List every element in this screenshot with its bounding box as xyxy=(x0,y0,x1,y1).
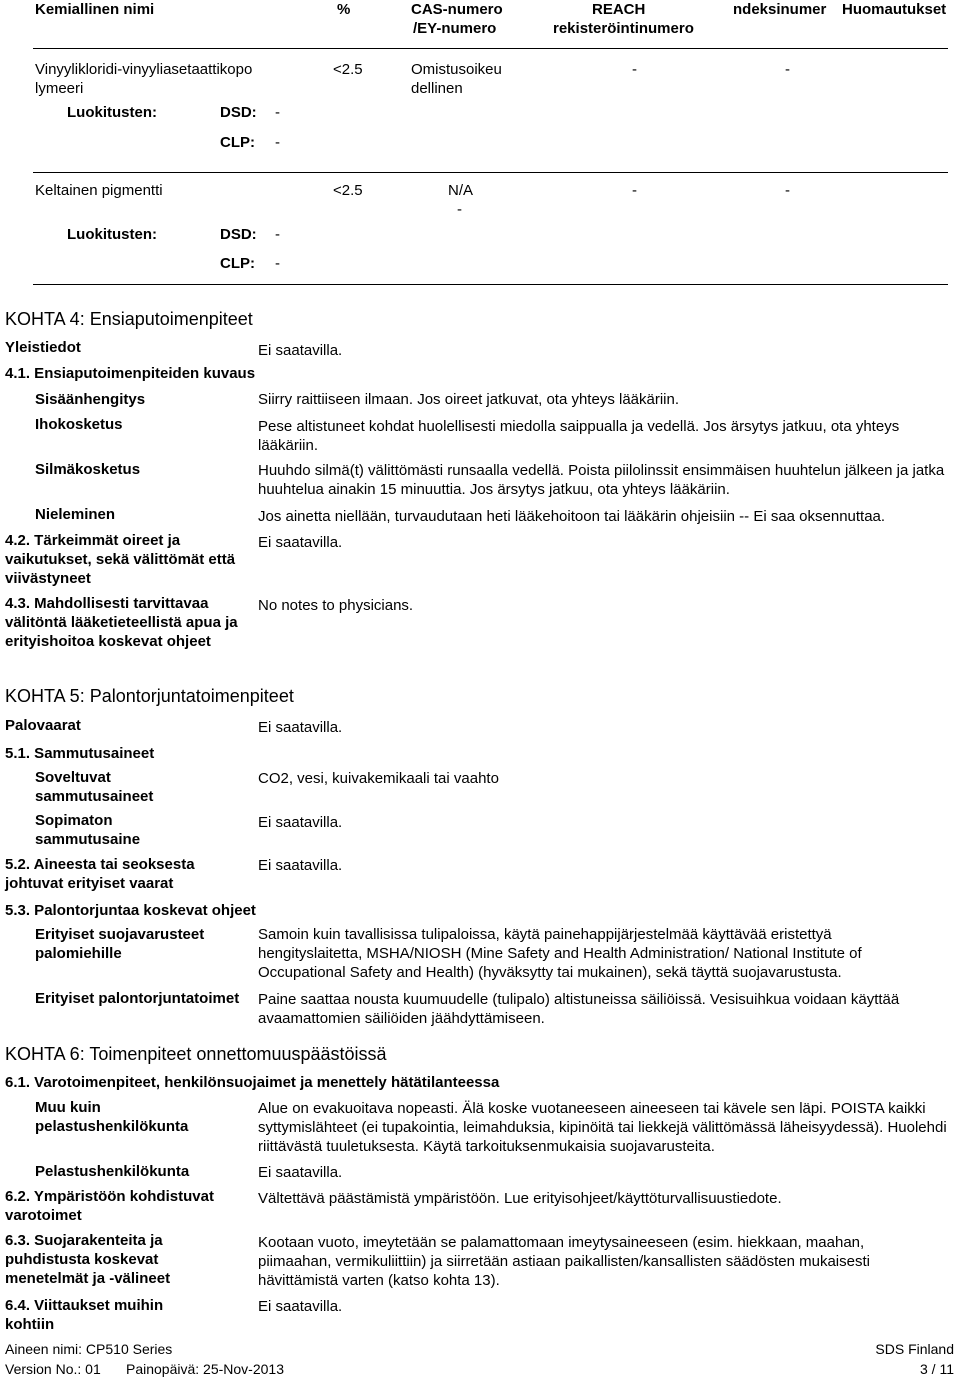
emergency-responders-value: Ei saatavilla. xyxy=(258,1164,343,1181)
header-notes: Huomautukset xyxy=(842,1,947,18)
row1-dsd-value: - xyxy=(275,104,280,121)
suitable-media-value: CO2, vesi, kuivakemikaali tai vaahto xyxy=(258,770,499,787)
row2-cas: N/A xyxy=(448,182,474,199)
header-chemical-name: Kemiallinen nimi xyxy=(35,1,155,18)
header-reach-number: rekisteröintinumero xyxy=(553,20,694,37)
section4-title: KOHTA 4: Ensiaputoimenpiteet xyxy=(5,309,253,329)
row1-clp-label: CLP: xyxy=(220,134,255,151)
extinguishing-media-heading: 5.1. Sammutusaineet xyxy=(5,745,155,762)
header-reach: REACH xyxy=(592,1,646,18)
row2-dsd-value: - xyxy=(275,226,280,243)
row2-name: Keltainen pigmentti xyxy=(35,182,163,199)
ingestion-value: Jos ainetta niellään, turvaudutaan heti lääkehoitoon tai lääkärin ohjeisiin -- Ei saa oksennuttaa. xyxy=(258,508,886,525)
header-cas-number: CAS-numero xyxy=(411,1,503,18)
environmental-precautions-label: 6.2. Ympäristöön kohdistuvat varotoimet xyxy=(5,1188,214,1224)
row2-index: - xyxy=(632,182,637,199)
row1-clp-value: - xyxy=(275,134,280,151)
firefighting-procedures-value: Paine saattaa nousta kuumuudelle (tulipalo) altistuneissa säiliöissä. Vesisuihkua voidaan käyttää avaamattomien säiliöiden jäähdyttämiseen. xyxy=(258,991,900,1027)
row1-name-cont: lymeeri xyxy=(35,80,84,97)
row1-name: Vinyylikloridi-vinyyliasetaattikopo xyxy=(35,61,253,78)
general-value: Ei saatavilla. xyxy=(258,342,343,359)
medical-attention-label: 4.3. Mahdollisesti tarvittavaa välitöntä lääketieteellistä apua ja erityishoitoa koskevat ohjeet xyxy=(5,595,238,650)
row-divider xyxy=(33,172,948,173)
table-header-divider xyxy=(33,48,948,49)
personal-precautions-heading: 6.1. Varotoimenpiteet, henkilönsuojaimet ja menettely hätätilanteessa xyxy=(5,1074,500,1091)
symptoms-value: Ei saatavilla. xyxy=(258,534,343,551)
medical-attention-value: No notes to physicians. xyxy=(258,597,414,614)
footer-product-name: Aineen nimi: CP510 Series xyxy=(5,1341,173,1357)
row2-cas-cont: - xyxy=(457,201,462,218)
special-hazards-value: Ei saatavilla. xyxy=(258,857,343,874)
row1-index: - xyxy=(632,61,637,78)
first-aid-description-heading: 4.1. Ensiaputoimenpiteiden kuvaus xyxy=(5,365,256,382)
unsuitable-media-label: Sopimaton sammutusaine xyxy=(35,812,141,848)
section5-title: KOHTA 5: Palontorjuntatoimenpiteet xyxy=(5,686,294,706)
row2-clp-label: CLP: xyxy=(220,255,255,272)
skin-contact-value: Pese altistuneet kohdat huolellisesti miedolla saippualla ja vedellä. Jos ärsytys jatkuu, ota yhteys lääkäriin. xyxy=(258,418,900,454)
row1-notes: - xyxy=(785,61,790,78)
header-index-number: ndeksinumer xyxy=(733,1,827,18)
containment-methods-value: Kootaan vuoto, imeytetään se palamattomaan imeytysaineeseen (esim. hiekkaan, maahan, piimaahan, vermikuliittiin) ja siirretään astiaan paikallisten/kansallisten säädösten mukaisesti hävittämistä varten (katso kohta 13). xyxy=(258,1234,870,1289)
non-emergency-personnel-label: Muu kuin pelastushenkilökunta xyxy=(35,1099,189,1135)
emergency-responders-label: Pelastushenkilökunta xyxy=(35,1163,190,1180)
row1-classification-label: Luokitusten: xyxy=(67,104,157,121)
firefighting-advice-heading: 5.3. Palontorjuntaa koskevat ohjeet xyxy=(5,902,256,919)
symptoms-label: 4.2. Tärkeimmät oireet ja vaikutukset, sekä välittömät että viivästyneet xyxy=(5,532,236,587)
unsuitable-media-value: Ei saatavilla. xyxy=(258,814,343,831)
row1-cas: Omistusoikeu xyxy=(411,61,502,78)
footer-print-date: Painopäivä: 25-Nov-2013 xyxy=(126,1361,284,1377)
row2-percent: <2.5 xyxy=(333,182,363,199)
footer-page-number: 3 / 11 xyxy=(920,1361,954,1377)
protective-equipment-value: Samoin kuin tavallisissa tulipaloissa, käytä painehappijärjestelmää käyttävää eristettyä hengityslaitetta, MSHA/NIOSH (Mine Safety and Health Administration/ National Institute of Occupational Safety and Health) (hyväksytty tai mukainen), sekä täyttä suojavarustusta. xyxy=(258,926,862,981)
non-emergency-personnel-value: Alue on evakuoitava nopeasti. Älä koske vuotaneeseen aineeseen tai kävele sen läpi. POISTA kaikki syttymislähteet (ei tupakointia, leimahduksia, kipinöitä tai liekkejä välittömässä läheisyydessä). Huolehdi riittävästä tuuletuksesta. Käytä tarkoituksenmukaisia suojavarusteita. xyxy=(258,1100,947,1155)
row1-percent: <2.5 xyxy=(333,61,363,78)
environmental-precautions-value: Vältettävä päästämistä ympäristöön. Lue erityisohjeet/käyttöturvallisuustiedote. xyxy=(258,1190,782,1207)
reference-sections-value: Ei saatavilla. xyxy=(258,1298,343,1315)
footer-document-type: SDS Finland xyxy=(875,1341,954,1357)
firefighting-procedures-label: Erityiset palontorjuntatoimet xyxy=(35,990,240,1007)
reference-sections-label: 6.4. Viittaukset muihin kohtiin xyxy=(5,1297,164,1333)
skin-contact-label: Ihokosketus xyxy=(35,416,123,433)
inhalation-value: Siirry raittiiseen ilmaan. Jos oireet jatkuvat, ota yhteys lääkäriin. xyxy=(258,391,680,408)
suitable-media-label: Soveltuvat sammutusaineet xyxy=(35,769,154,805)
fire-hazards-label: Palovaarat xyxy=(5,717,81,734)
inhalation-label: Sisäänhengitys xyxy=(35,391,146,408)
fire-hazards-value: Ei saatavilla. xyxy=(258,719,343,736)
row1-cas-cont: dellinen xyxy=(411,80,463,97)
eye-contact-value: Huuhdo silmä(t) välittömästi runsaalla vedellä. Poista piilolinssit ensimmäisen huuhtelun jälkeen ja jatka huuhtelua ainakin 15 minuuttia. Jos ärsytys jatkuu, ota yhteys lääkäriin. xyxy=(258,462,945,498)
eye-contact-label: Silmäkosketus xyxy=(35,461,141,478)
general-label: Yleistiedot xyxy=(5,339,81,356)
row1-dsd-label: DSD: xyxy=(220,104,257,121)
ingestion-label: Nieleminen xyxy=(35,506,116,523)
row2-dsd-label: DSD: xyxy=(220,226,257,243)
row2-classification-label: Luokitusten: xyxy=(67,226,157,243)
footer-version: Version No.: 01 xyxy=(5,1361,101,1377)
row2-notes: - xyxy=(785,182,790,199)
header-ec-number: /EY-numero xyxy=(413,20,497,37)
row2-clp-value: - xyxy=(275,255,280,272)
special-hazards-label: 5.2. Aineesta tai seoksesta johtuvat erityiset vaarat xyxy=(5,856,195,892)
protective-equipment-label: Erityiset suojavarusteet palomiehille xyxy=(35,926,205,962)
table-end-divider xyxy=(33,284,948,285)
header-percent: % xyxy=(337,1,351,18)
section6-title: KOHTA 6: Toimenpiteet onnettomuuspäästöissä xyxy=(5,1044,387,1064)
containment-methods-label: 6.3. Suojarakenteita ja puhdistusta koskevat menetelmät ja -välineet xyxy=(5,1232,171,1287)
